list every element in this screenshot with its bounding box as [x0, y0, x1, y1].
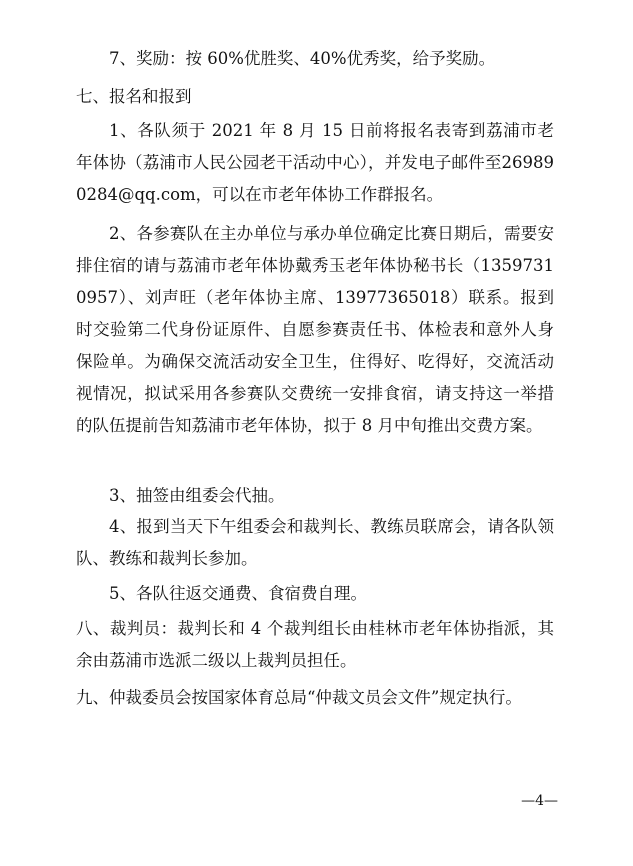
- registration-item-1: 1、各队须于 2021 年 8 月 15 日前将报名表寄到荔浦市老年体协（荔浦市人民公园老干活动中心），并发电子邮件至269890284@qq.com，可以在市老年体协工作群报名。: [76, 121, 554, 204]
- registration-item-4: 4、报到当天下午组委会和裁判长、教练员联席会，请各队领队、教练和裁判长参加。: [76, 517, 554, 568]
- section-nine-arbitration: 九、仲裁委员会按国家体育总局“仲裁文员会文件”规定执行。: [76, 688, 522, 707]
- section-eight-referees: 八、裁判员：裁判长和 4 个裁判组长由桂林市老年体协指派，其余由荔浦市选派二级以上裁判员担任。: [76, 619, 554, 670]
- page-number: —4—: [521, 793, 558, 809]
- registration-item-5: 5、各队往返交通费、食宿费自理。: [109, 584, 367, 603]
- award-paragraph: 7、奖励：按 60%优胜奖、40%优秀奖，给予奖励。: [109, 49, 496, 68]
- registration-item-3: 3、抽签由组委会代抽。: [109, 486, 285, 505]
- registration-item-2: 2、各参赛队在主办单位与承办单位确定比赛日期后，需要安排住宿的请与荔浦市老年体协戴秀玉老年体协秘书长（13597310957）、刘声旺（老年体协主席、13977365018）联系。报到时交验第二代身份证原件、自愿参赛责任书、体检表和意外人身保险单。为确保交流活动安全卫生，住得好、吃得好，交流活动视情况，拟试采用各参赛队交费统一安排食宿，请支持这一举措的队伍提前告知荔浦市老年体协，拟于 8 月中旬推出交费方案。: [76, 224, 554, 435]
- section-seven-heading: 七、报名和报到: [76, 87, 192, 106]
